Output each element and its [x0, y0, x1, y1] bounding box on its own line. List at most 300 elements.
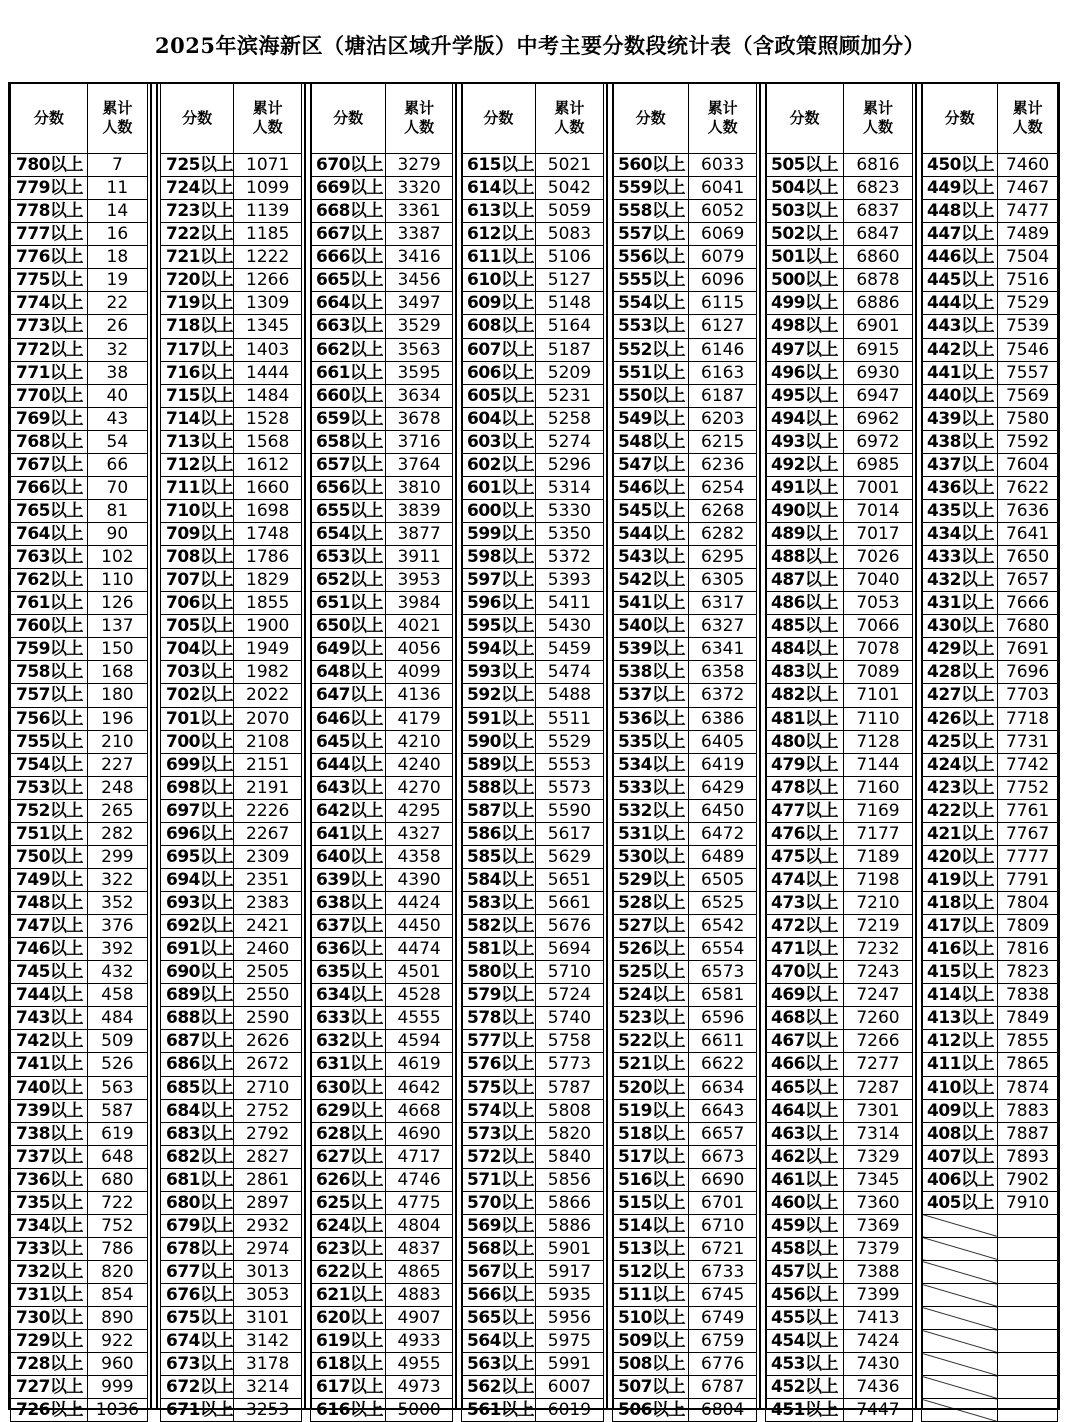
table-row	[613, 1399, 757, 1422]
score-cell: 540以上	[613, 615, 689, 638]
score-cell: 772以上	[11, 338, 88, 361]
count-cell: 2421	[234, 915, 302, 938]
count-cell: 2267	[234, 822, 302, 845]
table-row	[311, 1007, 453, 1030]
score-cell: 484以上	[766, 638, 844, 661]
table-row	[311, 661, 453, 684]
count-cell: 7314	[843, 1122, 912, 1145]
table-row	[11, 638, 148, 661]
table-row	[311, 1330, 453, 1353]
table-row	[11, 1030, 148, 1053]
table-row	[311, 799, 453, 822]
score-cell: 546以上	[613, 476, 689, 499]
table-row	[766, 592, 913, 615]
table-row	[161, 292, 302, 315]
table-row	[311, 730, 453, 753]
table-row	[613, 892, 757, 915]
table-row	[462, 1030, 604, 1053]
score-cell: 493以上	[766, 430, 844, 453]
score-cell: 665以上	[311, 269, 386, 292]
score-cell: 407以上	[922, 1145, 998, 1168]
count-cell: 1309	[234, 292, 302, 315]
table-row	[11, 615, 148, 638]
score-cell: 474以上	[766, 868, 844, 891]
count-cell: 6317	[689, 592, 757, 615]
count-cell: 6472	[689, 822, 757, 845]
count-cell: 5573	[535, 776, 603, 799]
table-row	[613, 1307, 757, 1330]
score-cell: 416以上	[922, 938, 998, 961]
table-row	[161, 430, 302, 453]
count-cell: 7666	[998, 592, 1058, 615]
count-cell: 509	[87, 1030, 147, 1053]
table-row	[922, 592, 1058, 615]
score-cell: 436以上	[922, 476, 998, 499]
table-row	[922, 154, 1058, 177]
count-cell: 5724	[535, 984, 603, 1007]
table-row	[11, 661, 148, 684]
table-row	[613, 915, 757, 938]
count-cell: 2974	[234, 1237, 302, 1260]
score-cell: 721以上	[161, 246, 234, 269]
count-cell: 1612	[234, 453, 302, 476]
table-row	[311, 984, 453, 1007]
count-cell: 7089	[843, 661, 912, 684]
count-cell: 752	[87, 1214, 147, 1237]
count-cell: 7110	[843, 707, 912, 730]
column-separator	[150, 82, 158, 1410]
count-cell: 4390	[386, 868, 453, 891]
table-row	[462, 1076, 604, 1099]
count-cell: 6901	[843, 315, 912, 338]
count-cell: 7219	[843, 915, 912, 938]
table-row	[311, 1237, 453, 1260]
count-cell: 4837	[386, 1237, 453, 1260]
score-cell: 535以上	[613, 730, 689, 753]
table-row	[613, 1168, 757, 1191]
count-cell: 680	[87, 1168, 147, 1191]
score-cell: 636以上	[311, 938, 386, 961]
score-cell: 622以上	[311, 1261, 386, 1284]
score-cell: 545以上	[613, 499, 689, 522]
table-row	[161, 1307, 302, 1330]
count-cell: 1222	[234, 246, 302, 269]
score-cell: 673以上	[161, 1353, 234, 1376]
table-row	[311, 246, 453, 269]
count-cell: 6554	[689, 938, 757, 961]
count-cell: 6721	[689, 1237, 757, 1260]
empty-cell	[922, 1353, 998, 1376]
table-row	[922, 453, 1058, 476]
score-cell: 449以上	[922, 177, 998, 200]
table-row	[462, 523, 604, 546]
count-cell: 7641	[998, 523, 1058, 546]
count-cell: 6127	[689, 315, 757, 338]
count-cell: 4775	[386, 1191, 453, 1214]
score-cell: 572以上	[462, 1145, 536, 1168]
count-cell: 7657	[998, 569, 1058, 592]
header-score: 分数	[11, 83, 88, 154]
table-row	[311, 154, 453, 177]
score-cell: 585以上	[462, 845, 536, 868]
table-row	[462, 223, 604, 246]
table-row	[161, 753, 302, 776]
count-cell: 4474	[386, 938, 453, 961]
table-row	[462, 177, 604, 200]
count-cell: 1949	[234, 638, 302, 661]
score-cell: 643以上	[311, 776, 386, 799]
table-row	[766, 638, 913, 661]
score-cell: 524以上	[613, 984, 689, 1007]
score-cell: 516以上	[613, 1168, 689, 1191]
table-row	[311, 1399, 453, 1422]
count-cell: 5231	[535, 384, 603, 407]
count-cell: 7731	[998, 730, 1058, 753]
count-cell: 6611	[689, 1030, 757, 1053]
score-cell: 654以上	[311, 523, 386, 546]
score-cell: 739以上	[11, 1099, 88, 1122]
table-row	[311, 1053, 453, 1076]
score-cell: 464以上	[766, 1099, 844, 1122]
score-cell: 589以上	[462, 753, 536, 776]
count-cell: 5808	[535, 1099, 603, 1122]
table-row	[922, 1076, 1058, 1099]
count-cell: 6657	[689, 1122, 757, 1145]
table-row	[613, 569, 757, 592]
score-cell: 405以上	[922, 1191, 998, 1214]
table-row	[311, 1284, 453, 1307]
score-cell: 662以上	[311, 338, 386, 361]
header-score: 分数	[922, 83, 998, 154]
score-cell: 730以上	[11, 1307, 88, 1330]
score-cell: 444以上	[922, 292, 998, 315]
table-row	[462, 1145, 604, 1168]
table-row	[766, 361, 913, 384]
score-cell: 629以上	[311, 1099, 386, 1122]
table-row	[11, 892, 148, 915]
table-row	[922, 246, 1058, 269]
table-row	[462, 269, 604, 292]
empty-cell	[922, 1237, 998, 1260]
score-cell: 587以上	[462, 799, 536, 822]
table-row	[311, 315, 453, 338]
count-cell: 6985	[843, 453, 912, 476]
table-row	[462, 1007, 604, 1030]
score-cell: 677以上	[161, 1261, 234, 1284]
table-row	[11, 430, 148, 453]
table-row	[766, 730, 913, 753]
table-row	[11, 154, 148, 177]
count-cell: 6505	[689, 868, 757, 891]
table-row	[922, 292, 1058, 315]
count-cell: 2460	[234, 938, 302, 961]
score-cell: 600以上	[462, 499, 536, 522]
table-row	[161, 1284, 302, 1307]
table-row	[11, 753, 148, 776]
table-row	[161, 407, 302, 430]
table-row	[161, 1053, 302, 1076]
count-cell: 5856	[535, 1168, 603, 1191]
table-row	[613, 546, 757, 569]
table-row	[11, 523, 148, 546]
count-cell: 3716	[386, 430, 453, 453]
count-cell: 5106	[535, 246, 603, 269]
score-cell: 426以上	[922, 707, 998, 730]
score-cell: 779以上	[11, 177, 88, 200]
count-cell: 6878	[843, 269, 912, 292]
table-row	[922, 661, 1058, 684]
count-cell: 5258	[535, 407, 603, 430]
table-row	[613, 361, 757, 384]
score-cell: 661以上	[311, 361, 386, 384]
score-cell: 652以上	[311, 569, 386, 592]
table-row	[11, 223, 148, 246]
table-row	[161, 269, 302, 292]
table-row	[922, 1007, 1058, 1030]
count-cell: 4555	[386, 1007, 453, 1030]
table-row	[462, 315, 604, 338]
score-cell: 511以上	[613, 1284, 689, 1307]
table-row	[11, 961, 148, 984]
score-cell: 503以上	[766, 200, 844, 223]
table-row	[766, 1330, 913, 1353]
count-cell: 6710	[689, 1214, 757, 1237]
score-cell: 700以上	[161, 730, 234, 753]
score-cell: 641以上	[311, 822, 386, 845]
count-cell: 7101	[843, 684, 912, 707]
score-cell: 423以上	[922, 776, 998, 799]
count-cell: 1829	[234, 569, 302, 592]
count-cell: 4210	[386, 730, 453, 753]
table-row	[161, 1122, 302, 1145]
score-cell: 760以上	[11, 615, 88, 638]
header-cumulative-count: 累计 人数	[386, 83, 453, 154]
count-cell: 4907	[386, 1307, 453, 1330]
table-row	[11, 776, 148, 799]
score-cell: 415以上	[922, 961, 998, 984]
table-row	[161, 684, 302, 707]
count-cell: 7742	[998, 753, 1058, 776]
score-cell: 768以上	[11, 430, 88, 453]
count-cell: 5127	[535, 269, 603, 292]
score-cell: 450以上	[922, 154, 998, 177]
table-row	[11, 1237, 148, 1260]
count-cell: 4883	[386, 1284, 453, 1307]
score-cell: 509以上	[613, 1330, 689, 1353]
score-cell: 703以上	[161, 661, 234, 684]
score-cell: 553以上	[613, 315, 689, 338]
score-cell: 483以上	[766, 661, 844, 684]
table-row	[613, 1053, 757, 1076]
count-cell: 526	[87, 1053, 147, 1076]
header-cumulative-count: 累计 人数	[234, 83, 302, 154]
table-row	[922, 1030, 1058, 1053]
count-cell: 6643	[689, 1099, 757, 1122]
count-cell: 7718	[998, 707, 1058, 730]
table-row	[161, 661, 302, 684]
count-cell: 4136	[386, 684, 453, 707]
table-row	[11, 384, 148, 407]
table-row	[161, 1237, 302, 1260]
score-cell: 473以上	[766, 892, 844, 915]
table-row	[613, 223, 757, 246]
table-row	[311, 223, 453, 246]
score-column-block	[765, 82, 913, 1421]
score-cell: 625以上	[311, 1191, 386, 1214]
count-cell: 1185	[234, 223, 302, 246]
table-row	[922, 615, 1058, 638]
count-cell: 5350	[535, 523, 603, 546]
table-row	[462, 1053, 604, 1076]
count-cell: 6915	[843, 338, 912, 361]
table-row	[311, 822, 453, 845]
table-row	[922, 1145, 1058, 1168]
table-row	[613, 707, 757, 730]
table-row	[462, 1399, 604, 1422]
table-row	[462, 1168, 604, 1191]
table-row	[613, 499, 757, 522]
score-cell: 492以上	[766, 453, 844, 476]
table-row	[311, 753, 453, 776]
table-row	[11, 1076, 148, 1099]
table-row	[613, 661, 757, 684]
empty-cell	[922, 1284, 998, 1307]
count-cell: 7557	[998, 361, 1058, 384]
table-row	[161, 638, 302, 661]
count-cell: 7144	[843, 753, 912, 776]
count-cell: 22	[87, 292, 147, 315]
score-cell: 701以上	[161, 707, 234, 730]
score-cell: 569以上	[462, 1214, 536, 1237]
table-row	[311, 1168, 453, 1191]
table-row	[766, 269, 913, 292]
table-row	[311, 868, 453, 891]
table-row	[613, 799, 757, 822]
score-cell: 558以上	[613, 200, 689, 223]
score-cell: 564以上	[462, 1330, 536, 1353]
table-row	[922, 315, 1058, 338]
count-cell: 6115	[689, 292, 757, 315]
empty-cell	[922, 1307, 998, 1330]
table-row	[922, 523, 1058, 546]
table-row	[462, 407, 604, 430]
count-cell: 7874	[998, 1076, 1058, 1099]
count-cell: 6282	[689, 523, 757, 546]
count-cell: 4865	[386, 1261, 453, 1284]
count-cell: 2108	[234, 730, 302, 753]
score-cell: 688以上	[161, 1007, 234, 1030]
table-row	[922, 684, 1058, 707]
score-cell: 716以上	[161, 361, 234, 384]
count-cell: 7277	[843, 1053, 912, 1076]
table-row	[462, 1330, 604, 1353]
count-cell: 6837	[843, 200, 912, 223]
score-cell: 744以上	[11, 984, 88, 1007]
count-cell: 563	[87, 1076, 147, 1099]
score-cell: 456以上	[766, 1284, 844, 1307]
score-cell: 427以上	[922, 684, 998, 707]
count-cell: 7388	[843, 1261, 912, 1284]
count-cell: 7887	[998, 1122, 1058, 1145]
score-cell: 766以上	[11, 476, 88, 499]
table-row	[462, 892, 604, 915]
score-cell: 519以上	[613, 1099, 689, 1122]
count-cell: 5059	[535, 200, 603, 223]
table-row	[613, 1214, 757, 1237]
count-cell: 248	[87, 776, 147, 799]
score-cell: 751以上	[11, 822, 88, 845]
score-cell: 684以上	[161, 1099, 234, 1122]
score-cell: 644以上	[311, 753, 386, 776]
table-row	[161, 546, 302, 569]
count-cell: 2710	[234, 1076, 302, 1099]
table-row	[11, 453, 148, 476]
score-cell: 582以上	[462, 915, 536, 938]
table-row	[462, 1237, 604, 1260]
count-cell: 1982	[234, 661, 302, 684]
score-cell: 712以上	[161, 453, 234, 476]
score-cell: 472以上	[766, 915, 844, 938]
count-cell: 1403	[234, 338, 302, 361]
table-row	[922, 868, 1058, 891]
count-cell: 5617	[535, 822, 603, 845]
count-cell: 7809	[998, 915, 1058, 938]
score-cell: 642以上	[311, 799, 386, 822]
score-cell: 683以上	[161, 1122, 234, 1145]
table-row	[613, 200, 757, 223]
table-row	[922, 915, 1058, 938]
score-cell: 775以上	[11, 269, 88, 292]
count-cell: 2626	[234, 1030, 302, 1053]
count-cell: 7504	[998, 246, 1058, 269]
count-cell: 4358	[386, 845, 453, 868]
table-row	[311, 269, 453, 292]
count-cell: 4424	[386, 892, 453, 915]
score-cell: 448以上	[922, 200, 998, 223]
count-cell: 6358	[689, 661, 757, 684]
table-row	[613, 845, 757, 868]
table-row	[766, 776, 913, 799]
table-row	[462, 1284, 604, 1307]
score-cell: 489以上	[766, 523, 844, 546]
count-cell: 3013	[234, 1261, 302, 1284]
count-cell: 6634	[689, 1076, 757, 1099]
table-row	[922, 1237, 1058, 1260]
count-cell: 960	[87, 1353, 147, 1376]
count-cell: 7424	[843, 1330, 912, 1353]
score-cell: 514以上	[613, 1214, 689, 1237]
score-cell: 761以上	[11, 592, 88, 615]
count-cell: 6079	[689, 246, 757, 269]
score-cell: 646以上	[311, 707, 386, 730]
score-cell: 575以上	[462, 1076, 536, 1099]
table-row	[161, 1099, 302, 1122]
count-cell: 126	[87, 592, 147, 615]
score-cell: 429以上	[922, 638, 998, 661]
score-cell: 702以上	[161, 684, 234, 707]
score-cell: 753以上	[11, 776, 88, 799]
score-cell: 627以上	[311, 1145, 386, 1168]
score-cell: 634以上	[311, 984, 386, 1007]
score-column-block	[461, 82, 604, 1421]
score-cell: 690以上	[161, 961, 234, 984]
header-cumulative-count: 累计 人数	[998, 83, 1058, 154]
score-cell: 660以上	[311, 384, 386, 407]
score-cell: 619以上	[311, 1330, 386, 1353]
table-row	[462, 292, 604, 315]
table-row	[11, 592, 148, 615]
score-cell: 707以上	[161, 569, 234, 592]
